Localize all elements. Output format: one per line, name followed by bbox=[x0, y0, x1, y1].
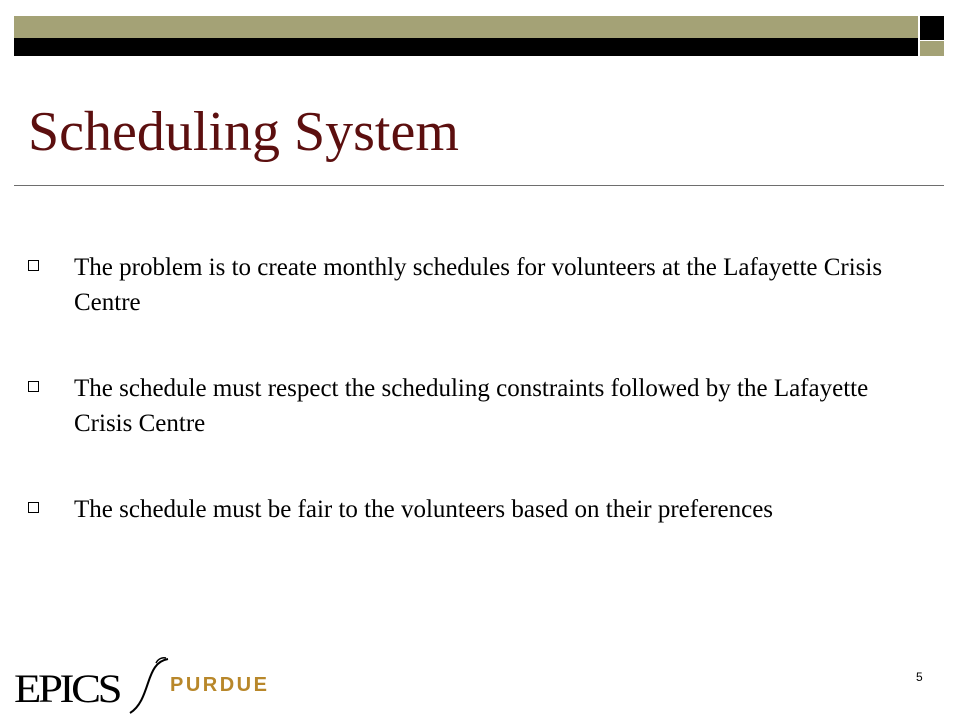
bullet-text: The schedule must respect the scheduling constraints followed by the Lafayette Crisis Centre bbox=[74, 375, 869, 437]
logo-slash-icon bbox=[122, 655, 172, 717]
title-divider bbox=[14, 185, 944, 186]
epics-purdue-logo bbox=[14, 655, 274, 717]
bullet-text: The schedule must be fair to the volunteers based on their preferences bbox=[74, 496, 774, 523]
bullet-item bbox=[24, 371, 924, 441]
bullet-item bbox=[24, 250, 924, 320]
bullet-list bbox=[24, 250, 924, 578]
page-number: 5 bbox=[916, 670, 923, 684]
header-olive-bar bbox=[14, 16, 918, 38]
square-bullet-icon bbox=[28, 260, 39, 271]
bullet-text: The problem is to create monthly schedules for volunteers at the Lafayette Crisis Centre bbox=[74, 254, 883, 316]
epics-wordmark: EPICS bbox=[14, 666, 120, 711]
square-bullet-icon bbox=[28, 381, 39, 392]
header-black-bar bbox=[14, 38, 918, 56]
square-bullet-icon bbox=[28, 502, 39, 513]
header-olive-square bbox=[920, 41, 944, 56]
bullet-item bbox=[24, 492, 924, 527]
slide-title: Scheduling System bbox=[28, 101, 459, 163]
purdue-wordmark: PURDUE bbox=[170, 674, 270, 696]
header-black-square bbox=[920, 16, 944, 40]
